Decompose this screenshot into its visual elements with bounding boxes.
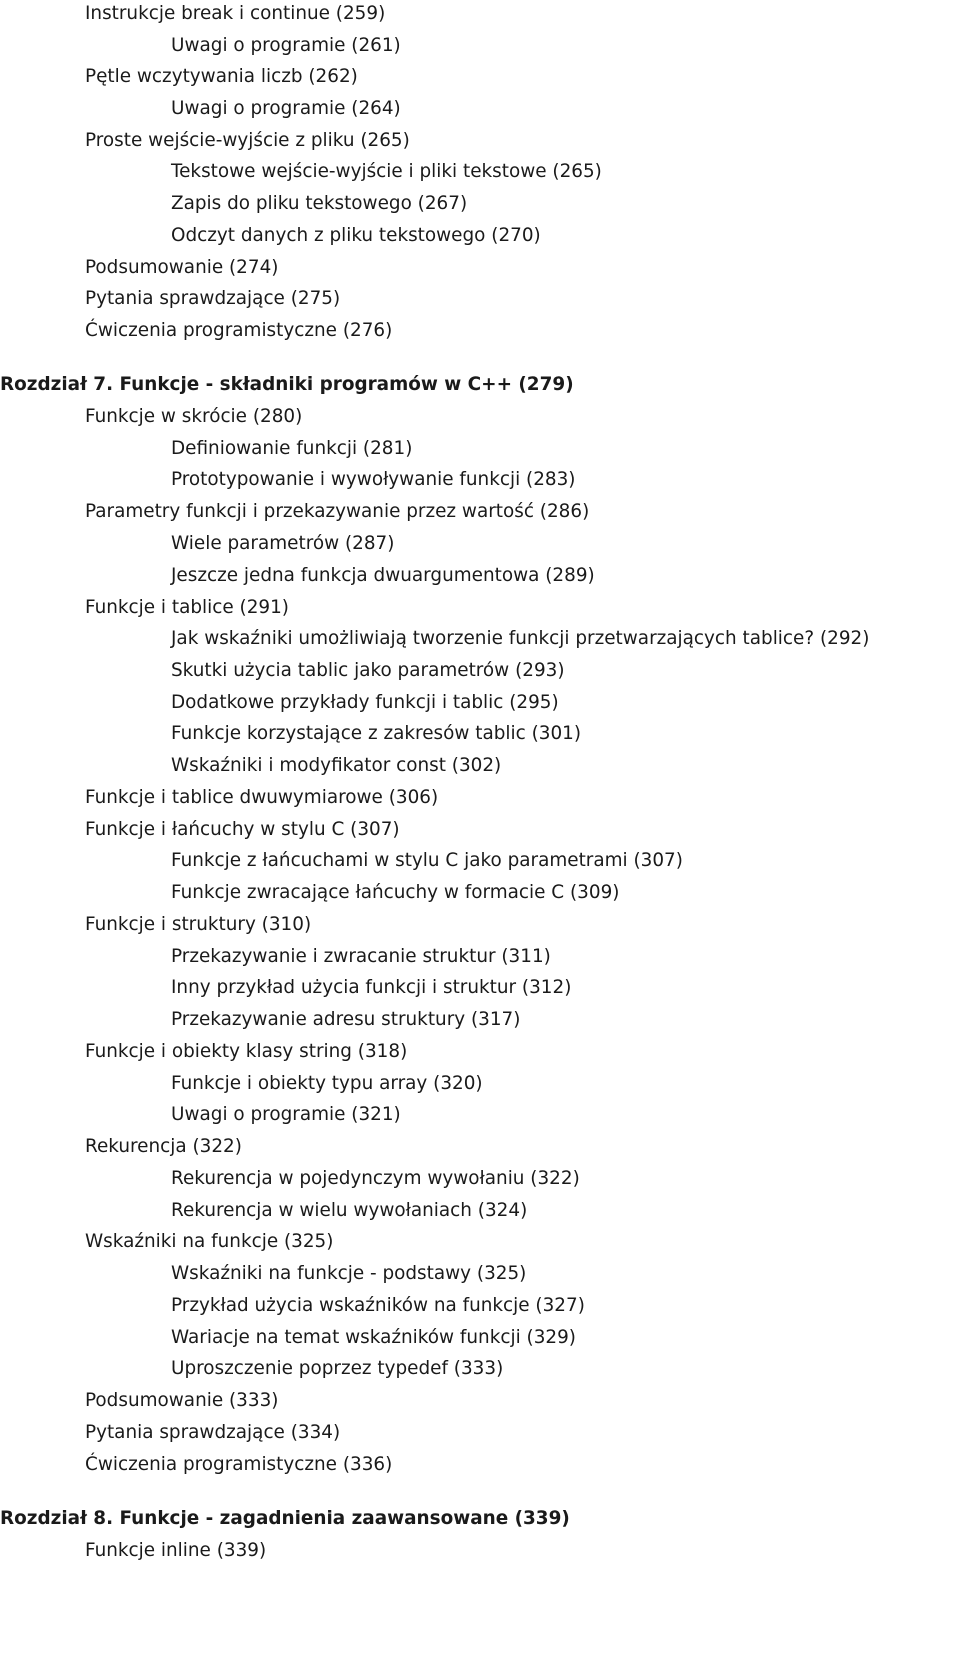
subsection-entry: Dodatkowe przykłady funkcji i tablic (295) [171, 692, 559, 713]
section-entry: Funkcje i łańcuchy w stylu C (307) [85, 819, 400, 840]
section-entry: Ćwiczenia programistyczne (276) [85, 320, 393, 341]
section-entry: Wskaźniki na funkcje (325) [85, 1231, 334, 1252]
section-entry: Pytania sprawdzające (275) [85, 288, 341, 309]
section-entry: Funkcje i struktury (310) [85, 914, 312, 935]
subsection-entry: Przykład użycia wskaźników na funkcje (327) [171, 1295, 585, 1316]
subsection-entry: Skutki użycia tablic jako parametrów (293) [171, 660, 565, 681]
subsection-entry: Jak wskaźniki umożliwiają tworzenie funkcji przetwarzających tablice? (292) [171, 628, 870, 649]
section-entry: Funkcje i obiekty klasy string (318) [85, 1041, 408, 1062]
section-entry: Pytania sprawdzające (334) [85, 1422, 341, 1443]
subsection-entry: Jeszcze jedna funkcja dwuargumentowa (289) [171, 565, 595, 586]
subsection-entry: Tekstowe wejście-wyjście i pliki tekstowe (265) [171, 161, 602, 182]
subsection-entry: Wariacje na temat wskaźników funkcji (329) [171, 1327, 576, 1348]
section-entry: Pętle wczytywania liczb (262) [85, 66, 358, 87]
subsection-entry: Funkcje i obiekty typu array (320) [171, 1073, 483, 1094]
subsection-entry: Uwagi o programie (261) [171, 35, 401, 56]
section-entry: Parametry funkcji i przekazywanie przez wartość (286) [85, 501, 590, 522]
subsection-entry: Funkcje korzystające z zakresów tablic (301) [171, 723, 582, 744]
section-entry: Podsumowanie (274) [85, 257, 279, 278]
subsection-entry: Rekurencja w pojedynczym wywołaniu (322) [171, 1168, 580, 1189]
section-entry: Podsumowanie (333) [85, 1390, 279, 1411]
subsection-entry: Funkcje z łańcuchami w stylu C jako parametrami (307) [171, 850, 683, 871]
subsection-entry: Prototypowanie i wywoływanie funkcji (283) [171, 469, 576, 490]
chapter-heading: Rozdział 8. Funkcje - zagadnienia zaawansowane (339) [0, 1508, 570, 1529]
subsection-entry: Funkcje zwracające łańcuchy w formacie C (309) [171, 882, 620, 903]
subsection-entry: Zapis do pliku tekstowego (267) [171, 193, 468, 214]
section-entry: Funkcje i tablice (291) [85, 597, 289, 618]
section-entry: Funkcje i tablice dwuwymiarowe (306) [85, 787, 439, 808]
subsection-entry: Uwagi o programie (321) [171, 1104, 401, 1125]
subsection-entry: Przekazywanie i zwracanie struktur (311) [171, 946, 551, 967]
subsection-entry: Uwagi o programie (264) [171, 98, 401, 119]
subsection-entry: Rekurencja w wielu wywołaniach (324) [171, 1200, 528, 1221]
subsection-entry: Definiowanie funkcji (281) [171, 438, 413, 459]
section-entry: Funkcje w skrócie (280) [85, 406, 303, 427]
subsection-entry: Przekazywanie adresu struktury (317) [171, 1009, 521, 1030]
subsection-entry: Wskaźniki na funkcje - podstawy (325) [171, 1263, 527, 1284]
subsection-entry: Inny przykład użycia funkcji i struktur (312) [171, 977, 572, 998]
subsection-entry: Wiele parametrów (287) [171, 533, 395, 554]
section-entry: Ćwiczenia programistyczne (336) [85, 1454, 393, 1475]
subsection-entry: Odczyt danych z pliku tekstowego (270) [171, 225, 541, 246]
section-entry: Funkcje inline (339) [85, 1540, 267, 1561]
section-entry: Proste wejście-wyjście z pliku (265) [85, 130, 410, 151]
section-entry: Instrukcje break i continue (259) [85, 3, 386, 24]
subsection-entry: Wskaźniki i modyfikator const (302) [171, 755, 502, 776]
section-entry: Rekurencja (322) [85, 1136, 242, 1157]
chapter-heading: Rozdział 7. Funkcje - składniki programów w C++ (279) [0, 374, 574, 395]
subsection-entry: Uproszczenie poprzez typedef (333) [171, 1358, 504, 1379]
